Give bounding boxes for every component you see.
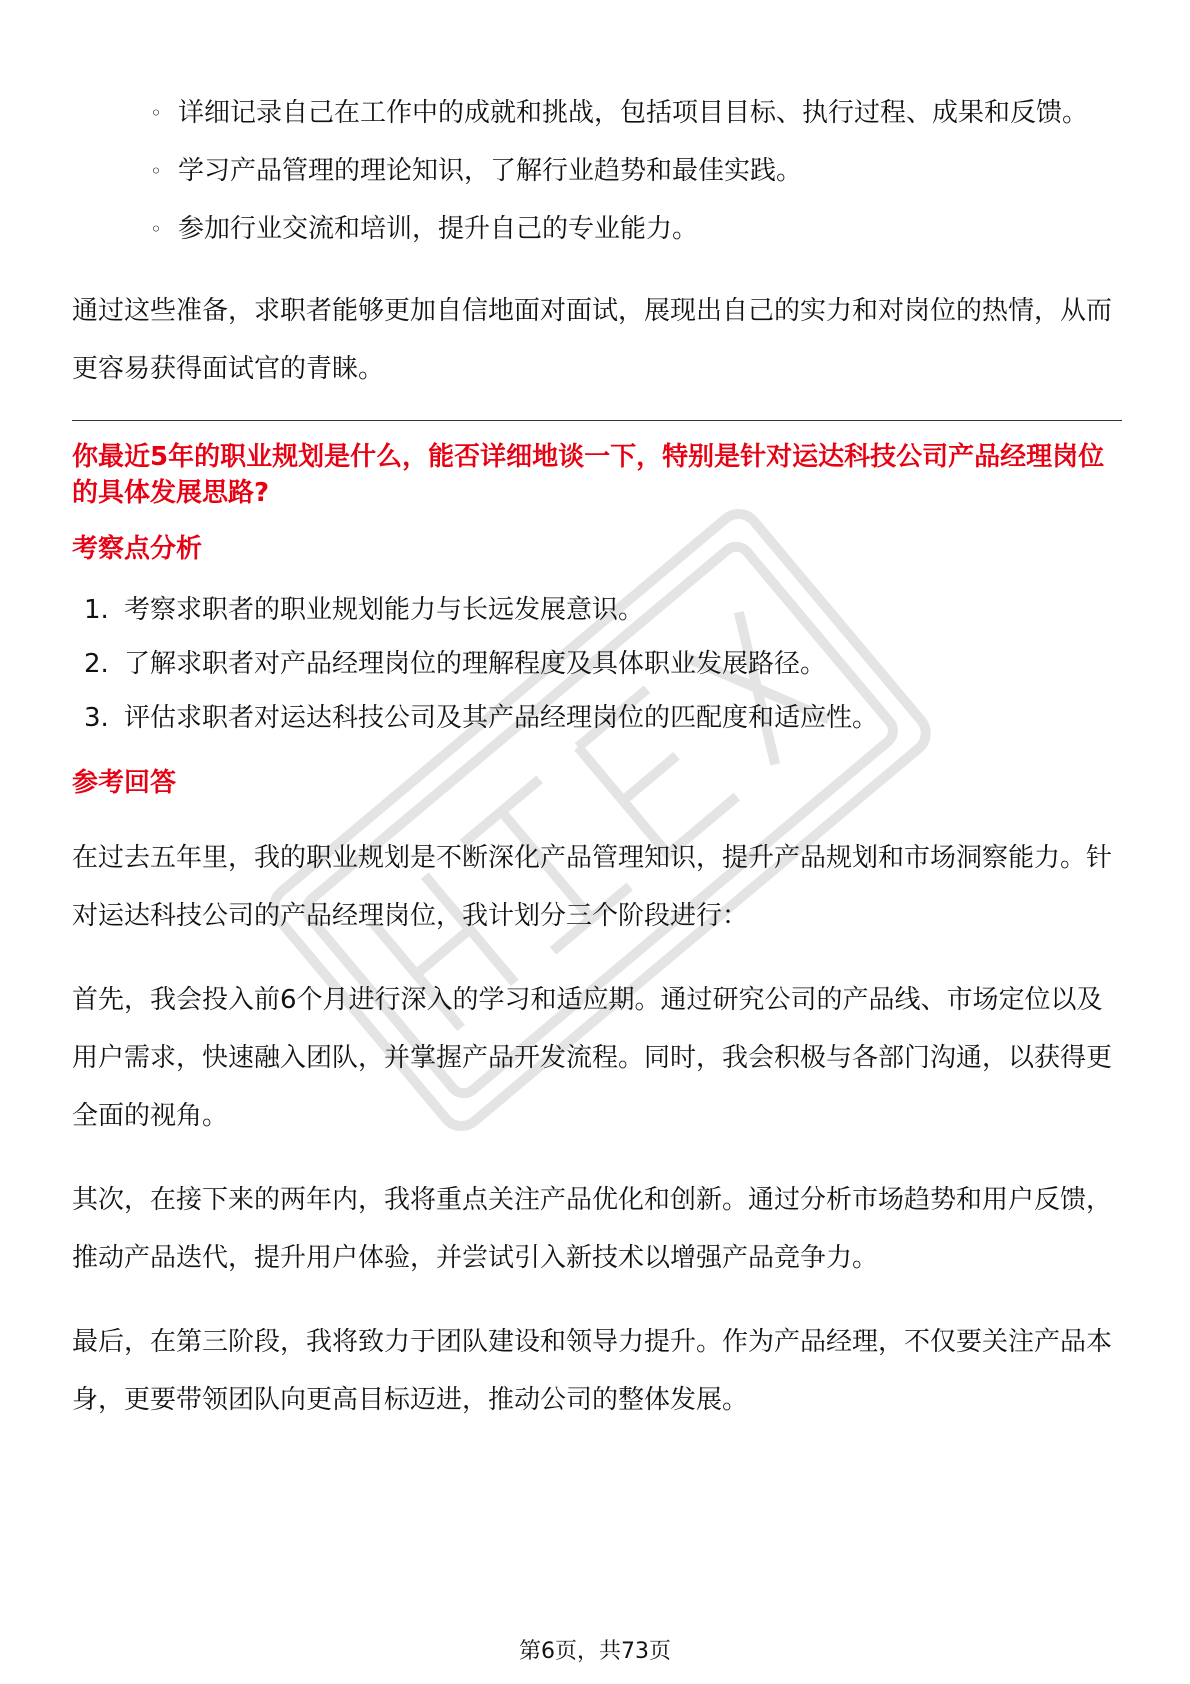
analysis-list <box>72 583 1122 745</box>
answer-paragraph: 最后，在第三阶段，我将致力于团队建设和领导力提升。作为产品经理，不仅要关注产品本身，更要带领团队向更高目标迈进，推动公司的整体发展。 <box>72 1327 1113 1415</box>
circle-bullet-icon: ◦ <box>150 101 162 125</box>
question-heading: 你最近5年的职业规划是什么，能否详细地谈一下，特别是针对运达科技公司产品经理岗位的具体发展思路? <box>72 442 1105 508</box>
list-item: 3. 评估求职者对运达科技公司及其产品经理岗位的匹配度和适应性。 <box>84 703 879 733</box>
list-item: 1. 考察求职者的职业规划能力与长远发展意识。 <box>84 595 645 625</box>
content <box>72 84 1122 1429</box>
list-item: ◦ 学习产品管理的理论知识，了解行业趋势和最佳实践。 <box>178 142 1122 200</box>
answer-heading: 参考回答 <box>72 768 177 798</box>
summary-paragraph: 通过这些准备，求职者能够更加自信地面对面试，展现出自己的实力和对岗位的热情，从而更容易获得面试官的青睐。 <box>72 296 1113 384</box>
answer-paragraph: 其次，在接下来的两年内，我将重点关注产品优化和创新。通过分析市场趋势和用户反馈，推动产品迭代，提升用户体验，并尝试引入新技术以增强产品竞争力。 <box>72 1185 1113 1273</box>
answer-paragraph: 在过去五年里，我的职业规划是不断深化产品管理知识，提升产品规划和市场洞察能力。针对运达科技公司的产品经理岗位，我计划分三个阶段进行： <box>72 843 1113 931</box>
analysis-heading: 考察点分析 <box>72 534 203 564</box>
page-footer: 第6页，共73页 <box>519 1639 671 1664</box>
bullet-list <box>72 84 1122 258</box>
circle-bullet-icon: ◦ <box>150 159 162 183</box>
list-item: ◦ 详细记录自己在工作中的成就和挑战，包括项目目标、执行过程、成果和反馈。 <box>178 84 1122 142</box>
list-item: ◦ 参加行业交流和培训，提升自己的专业能力。 <box>178 200 1122 258</box>
circle-bullet-icon: ◦ <box>150 217 162 241</box>
answer-paragraph: 首先，我会投入前6个月进行深入的学习和适应期。通过研究公司的产品线、市场定位以及用户需求，快速融入团队，并掌握产品开发流程。同时，我会积极与各部门沟通，以获得更全面的视角。 <box>72 985 1113 1131</box>
section-divider <box>72 420 1122 421</box>
list-item: 2. 了解求职者对产品经理岗位的理解程度及具体职业发展路径。 <box>84 649 827 679</box>
